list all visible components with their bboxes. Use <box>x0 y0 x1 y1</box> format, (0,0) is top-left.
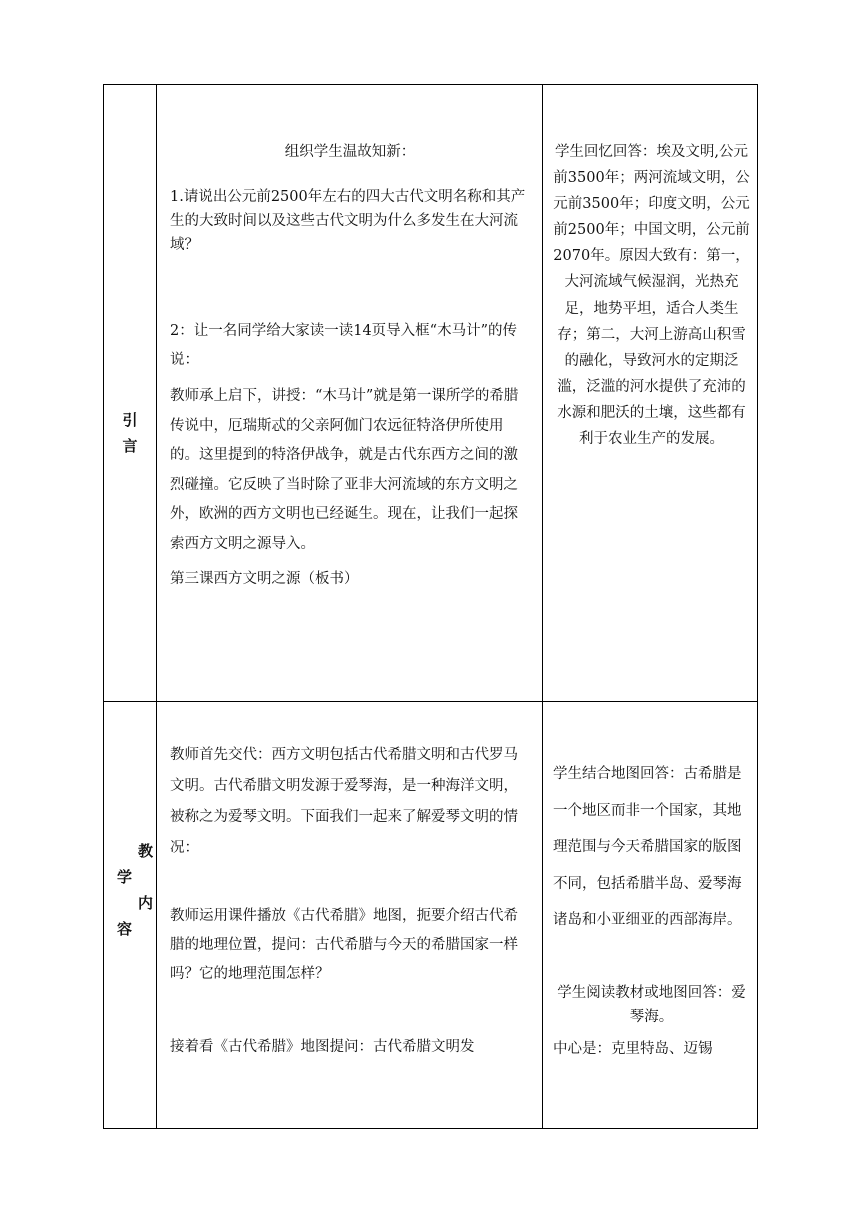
paragraph: 教师首先交代：西方文明包括古代希腊文明和古代罗马文明。古代希腊文明发源于爱琴海，是一种海洋文明，被称之为爱琴文明。下面我们一起来了解爱琴文明的情况： <box>170 747 518 856</box>
student-activity-content <box>543 702 758 1129</box>
label-char: 容 <box>117 920 133 938</box>
table-row-intro <box>104 85 758 702</box>
paragraph: 中心是：克里特岛、迈锡 <box>553 1040 713 1057</box>
student-activity-intro <box>543 85 758 702</box>
paragraph: 2：让一名同学给大家读一读14页导入框“木马计”的传说： <box>170 323 517 368</box>
paragraph: 学生阅读教材或地图回答：爱琴海。 <box>557 984 746 1025</box>
paragraph: 教师运用课件播放《古代希腊》地图，扼要介绍古代希腊的地理位置，提问：古代希腊与今天的希腊国家一样吗？它的地理范围怎样？ <box>170 908 518 982</box>
label-char: 学 <box>117 868 133 886</box>
label-char: 引 <box>122 411 138 429</box>
table-row-content <box>104 702 758 1129</box>
label-char: 教 <box>137 842 153 860</box>
row-label-intro <box>104 85 157 702</box>
paragraph: 学生回忆回答：埃及文明,公元前3500年；两河流域文明，公元前3500年；印度文明，公元前2500年；中国文明，公元前2070年。原因大致有：第一，大河流域气候湿润，光热充足，地势平坦，适合人类生存；第二，大河上游高山积雪的融化，导致河水的定期泛滥，泛滥的河水提供了充沛的水源和肥沃的土壤，这些都有利于农业生产的发展。 <box>553 144 750 448</box>
paragraph: 组织学生温故知新： <box>284 144 416 160</box>
lesson-plan-table <box>103 84 758 1129</box>
paragraph: 第三课西方文明之源（板书） <box>170 570 359 587</box>
paragraph: 接着看《古代希腊》地图提问：古代希腊文明发 <box>170 1039 475 1055</box>
label-char: 言 <box>122 437 138 455</box>
paragraph: 教师承上启下，讲授：“木马计”就是第一课所学的希腊传说中，厄瑞斯忒的父亲阿伽门农远征特洛伊所使用的。这里提到的特洛伊战争，就是古代东西方之间的激烈碰撞。它反映了当时除了亚非大河流域的东方文明之外，欧洲的西方文明也已经诞生。现在，让我们一起探索西方文明之源导入。 <box>170 388 519 552</box>
row-label-content <box>104 702 157 1129</box>
label-char: 内 <box>137 894 153 912</box>
teacher-activity-intro <box>157 85 543 702</box>
paragraph: 学生结合地图回答：古希腊是一个地区而非一个国家，其地理范围与今天希腊国家的版图不同，包括希腊半岛、爱琴海诸岛和小亚细亚的西部海岸。 <box>553 766 742 928</box>
teacher-activity-content <box>157 702 543 1129</box>
paragraph: 1.请说出公元前2500年左右的四大古代文明名称和其产生的大致时间以及这些古代文明为什么多发生在大河流域？ <box>170 189 526 253</box>
